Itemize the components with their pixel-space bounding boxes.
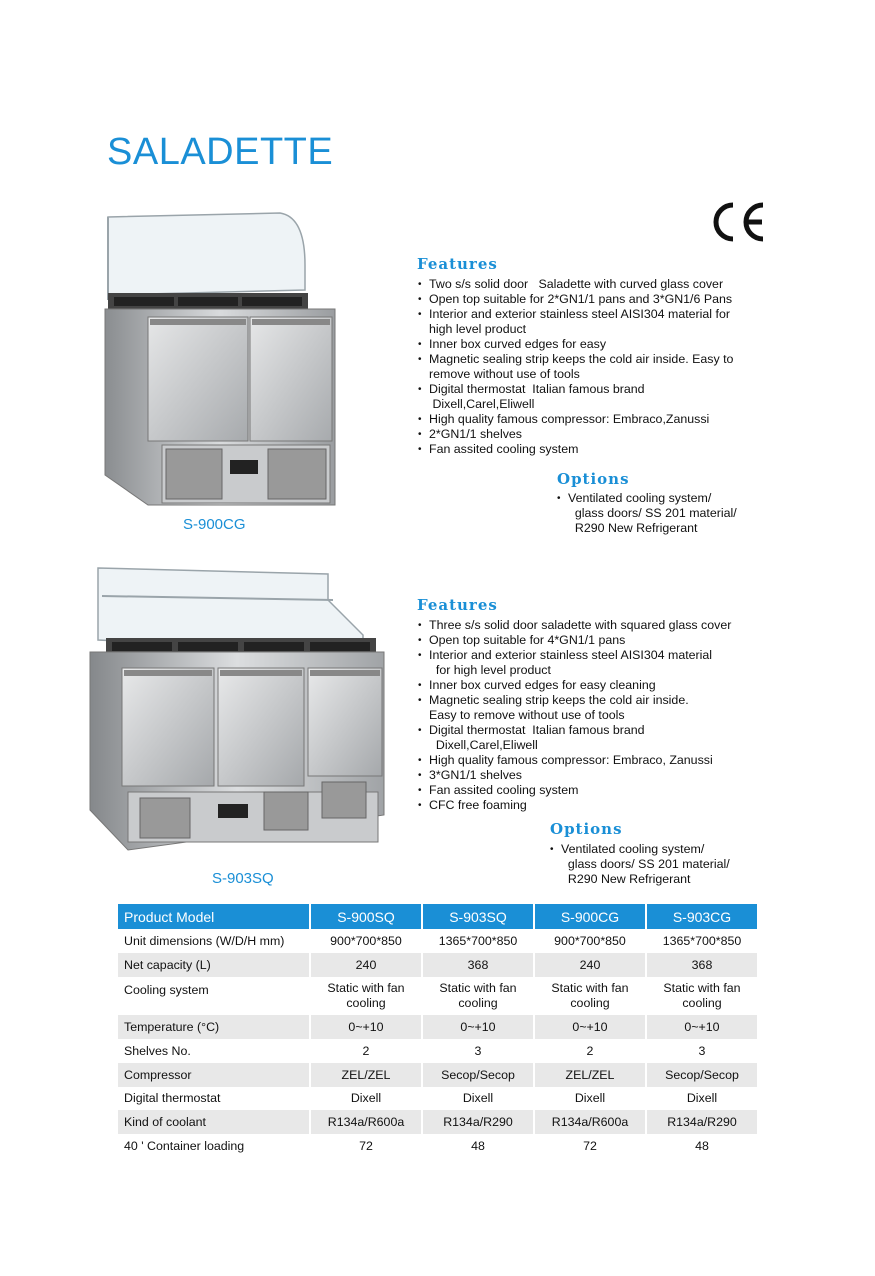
table-cell: Shelves No. xyxy=(118,1039,310,1063)
table-header-cell: S-900SQ xyxy=(310,904,422,929)
table-cell: R134a/R600a xyxy=(534,1110,646,1134)
table-cell: 368 xyxy=(646,953,757,977)
table-cell: Dixell xyxy=(534,1087,646,1110)
table-row xyxy=(118,1015,757,1039)
table-row xyxy=(118,1063,757,1087)
list-item: • High quality famous compressor: Embraco,Zanussi xyxy=(417,412,733,427)
table-row xyxy=(118,977,757,1015)
table-cell: 72 xyxy=(310,1134,422,1158)
table-cell: R134a/R290 xyxy=(646,1110,757,1134)
table-row xyxy=(118,953,757,977)
table-cell: 2 xyxy=(534,1039,646,1063)
list-item: • Inner box curved edges for easy cleaning xyxy=(417,678,731,693)
table-row xyxy=(118,1110,757,1134)
list-item: • Ventilated cooling system/ glass doors/ SS 201 material/ R290 New Refrigerant xyxy=(549,842,730,887)
table-cell: 368 xyxy=(422,953,534,977)
table-cell: ZEL/ZEL xyxy=(534,1063,646,1087)
product2-caption: S-903SQ xyxy=(212,870,274,887)
table-cell: Dixell xyxy=(422,1087,534,1110)
table-header-cell: S-903SQ xyxy=(422,904,534,929)
table-cell: Static with fan cooling xyxy=(663,981,741,1010)
list-item: • Open top suitable for 4*GN1/1 pans xyxy=(417,633,731,648)
table-cell: Dixell xyxy=(686,1091,718,1105)
list-item: • Interior and exterior stainless steel AISI304 material for high level product xyxy=(417,307,733,337)
table-row xyxy=(118,1039,757,1063)
product2-options-list xyxy=(549,842,730,887)
table-header-cell: S-900CG xyxy=(534,904,646,929)
list-item: • Fan assited cooling system xyxy=(417,442,733,457)
table-cell: 0~+10 xyxy=(310,1015,422,1039)
list-item: • Interior and exterior stainless steel AISI304 material for high level product xyxy=(417,648,731,678)
page-title: SALADETTE xyxy=(107,131,334,173)
list-item: • 3*GN1/1 shelves xyxy=(417,768,731,783)
table-cell: 48 xyxy=(422,1134,534,1158)
table-cell: Secop/Secop xyxy=(422,1063,534,1087)
table-cell: Net capacity (L) xyxy=(118,953,310,977)
table-cell: Static with fan cooling xyxy=(534,977,646,1015)
table-row xyxy=(118,1134,757,1158)
table-cell: 1365*700*850 xyxy=(662,933,742,948)
table-cell: Digital thermostat xyxy=(118,1087,310,1110)
list-item: • Digital thermostat Italian famous brand Dixell,Carel,Eliwell xyxy=(417,382,733,412)
table-cell: R134a/R290 xyxy=(422,1110,534,1134)
product2-options-heading: Options xyxy=(550,820,623,838)
product1-features-list xyxy=(417,277,733,457)
table-cell: 3 xyxy=(422,1039,534,1063)
list-item: • High quality famous compressor: Embraco, Zanussi xyxy=(417,753,731,768)
table-cell: 1365*700*850 xyxy=(422,929,534,953)
list-item: • Two s/s solid door Saladette with curved glass cover xyxy=(417,277,733,292)
table-cell: 40 ' Container loading xyxy=(118,1134,310,1158)
table-cell: 0~+10 xyxy=(422,1015,534,1039)
ce-mark-icon xyxy=(709,199,767,245)
list-item: • Open top suitable for 2*GN1/1 pans and 3*GN1/6 Pans xyxy=(417,292,733,307)
table-cell: 900*700*850 xyxy=(534,929,646,953)
product2-features-heading: Features xyxy=(417,596,498,614)
table-cell: 3 xyxy=(698,1043,706,1058)
table-cell: 900*700*850 xyxy=(310,929,422,953)
table-row xyxy=(118,929,757,953)
table-header-cell: Product Model xyxy=(118,904,310,929)
table-cell: ZEL/ZEL xyxy=(310,1063,422,1087)
table-cell: Static with fan cooling xyxy=(310,977,422,1015)
table-cell: 48 xyxy=(695,1138,709,1153)
table-header-row xyxy=(118,904,757,929)
table-cell: 0~+10 xyxy=(646,1015,757,1039)
table-cell: 72 xyxy=(534,1134,646,1158)
product1-options-list xyxy=(556,491,737,536)
table-cell: Secop/Secop xyxy=(646,1063,757,1087)
table-cell: Unit dimensions (W/D/H mm) xyxy=(118,929,310,953)
list-item: • 2*GN1/1 shelves xyxy=(417,427,733,442)
table-cell: Compressor xyxy=(118,1063,310,1087)
product1-caption: S-900CG xyxy=(183,516,246,533)
table-row xyxy=(118,1087,757,1110)
table-cell: Dixell xyxy=(310,1087,422,1110)
table-cell: 0~+10 xyxy=(534,1015,646,1039)
table-cell: Temperature (°C) xyxy=(118,1015,310,1039)
saladette-curved-glass-image xyxy=(100,205,340,510)
saladette-square-glass-image xyxy=(88,560,400,856)
table-cell: 2 xyxy=(310,1039,422,1063)
table-header-cell: S-903CG xyxy=(646,904,757,929)
list-item: • Digital thermostat Italian famous brand Dixell,Carel,Eliwell xyxy=(417,723,731,753)
spec-table xyxy=(118,904,757,1158)
product1-options-heading: Options xyxy=(557,470,630,488)
table-cell: 240 xyxy=(310,953,422,977)
list-item: • Fan assited cooling system xyxy=(417,783,731,798)
table-cell: 240 xyxy=(534,953,646,977)
table-cell: Kind of coolant xyxy=(118,1110,310,1134)
product1-features-heading: Features xyxy=(417,255,498,273)
table-cell: R134a/R600a xyxy=(310,1110,422,1134)
list-item: • Inner box curved edges for easy xyxy=(417,337,733,352)
list-item: • Magnetic sealing strip keeps the cold air inside. Easy to remove without use of tools xyxy=(417,352,733,382)
table-cell: Static with fan cooling xyxy=(422,977,534,1015)
table-cell: Cooling system xyxy=(118,977,310,1015)
product2-features-list xyxy=(417,618,731,813)
list-item: • Three s/s solid door saladette with squared glass cover xyxy=(417,618,731,633)
list-item: • Ventilated cooling system/ glass doors/ SS 201 material/ R290 New Refrigerant xyxy=(556,491,737,536)
list-item: • CFC free foaming xyxy=(417,798,731,813)
list-item: • Magnetic sealing strip keeps the cold air inside. Easy to remove without use of tools xyxy=(417,693,731,723)
